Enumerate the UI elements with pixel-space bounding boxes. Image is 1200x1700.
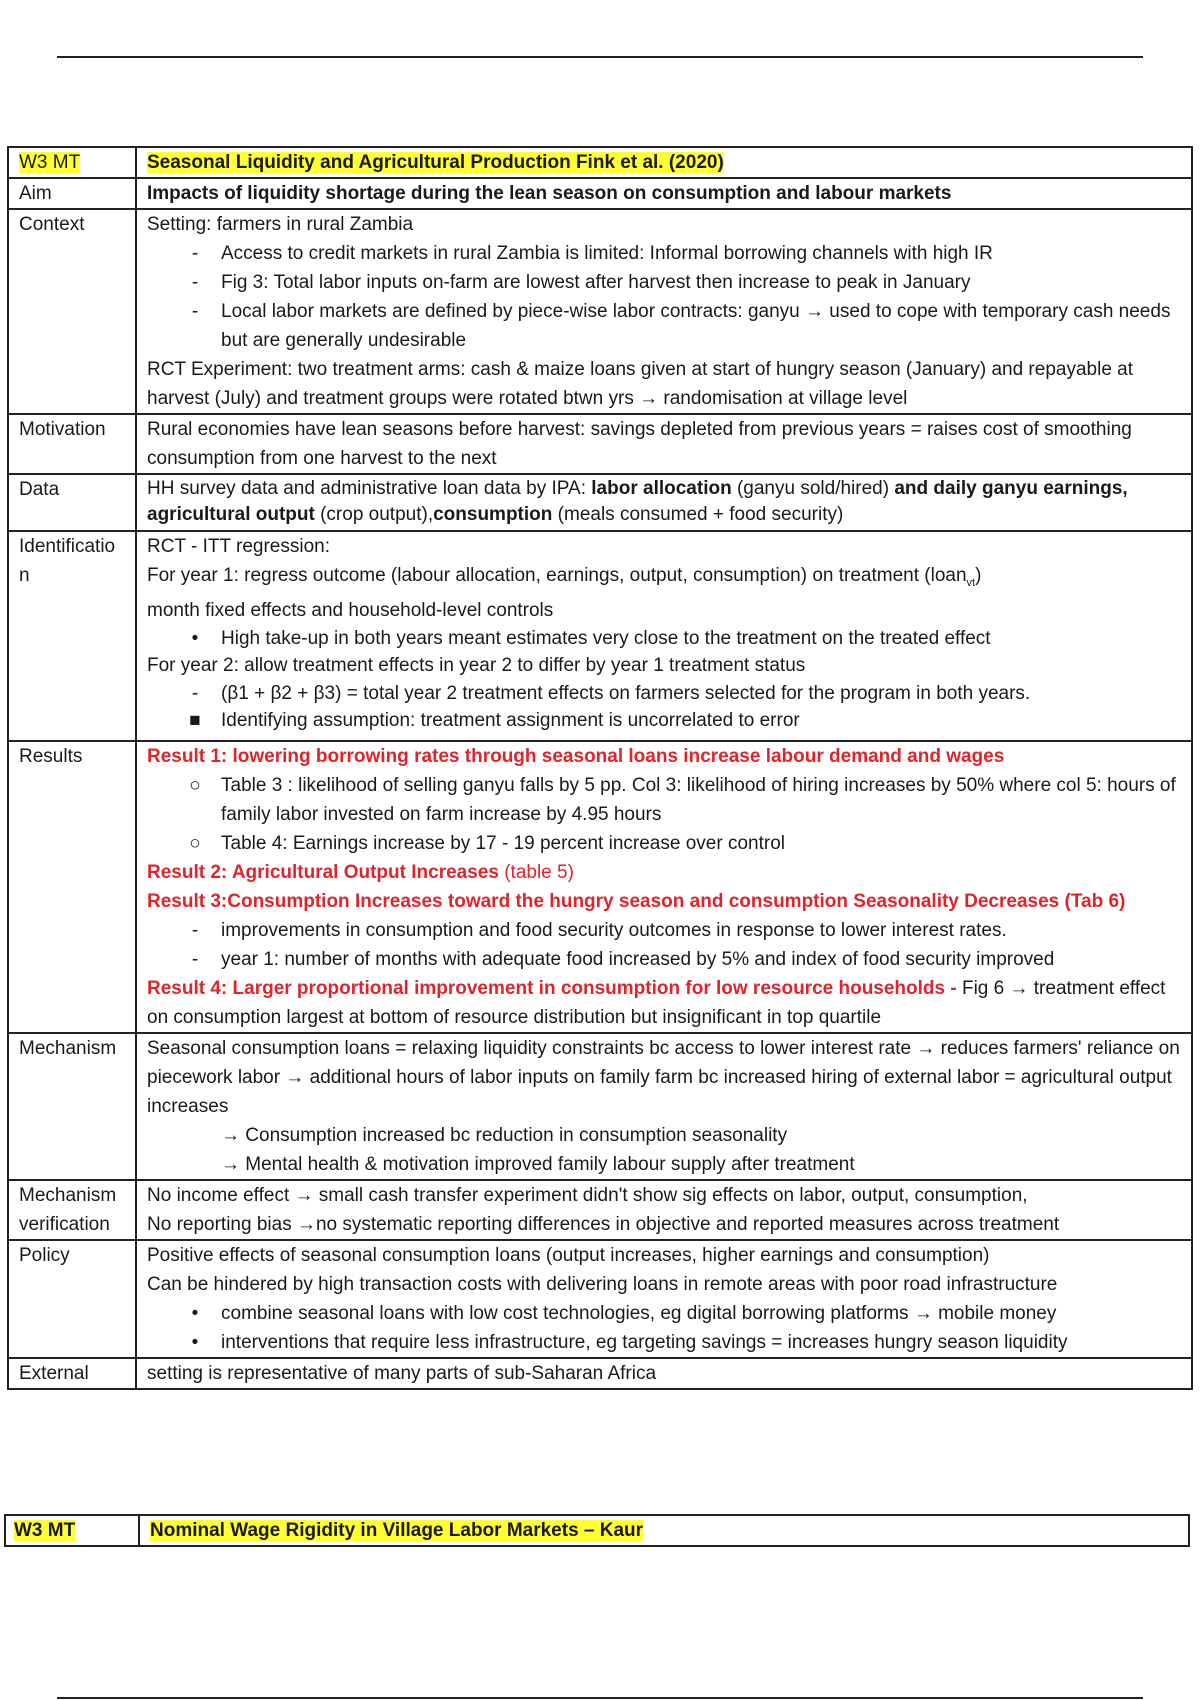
context-cell bbox=[136, 209, 1192, 414]
row-label-motivation: Motivation bbox=[8, 414, 136, 474]
row-identification bbox=[8, 531, 1192, 741]
paper-title-2: Nominal Wage Rigidity in Village Labor Markets – Kaur bbox=[150, 1520, 644, 1541]
context-rct: RCT Experiment: two treatment arms: cash & maize loans given at start of hungry season (January) and repayable at harvest (July) and treatment groups were rotated btwn yrs → randomisation at village level bbox=[147, 359, 1134, 409]
identification-bullet-2: - (β1 + β2 + β3) = total year 2 treatment effects on farmers selected for the program in both years. bbox=[191, 682, 1031, 704]
identification-bullet-3: ■ Identifying assumption: treatment assignment is uncorrelated to error bbox=[189, 709, 800, 731]
context-bullet-2: - Fig 3: Total labor inputs on-farm are lowest after harvest then increase to peak in January bbox=[191, 272, 971, 293]
row-mechanism-verification bbox=[8, 1180, 1192, 1240]
row-label-policy: Policy bbox=[8, 1240, 136, 1358]
row-mechanism bbox=[8, 1033, 1192, 1180]
row-label-aim: Aim bbox=[8, 178, 136, 209]
results-cell bbox=[136, 741, 1192, 1033]
mechanism-arrow-1: → Consumption increased bc reduction in consumption seasonality bbox=[221, 1124, 788, 1146]
row-label-external: External bbox=[8, 1358, 136, 1389]
row-label-week: W3 MT bbox=[8, 147, 136, 178]
verification-cell: No income effect → small cash transfer experiment didn't show sig effects on labor, output, consumption, No reporting bias →no systematic reporting differences in objective and reported measures across treatment bbox=[136, 1180, 1192, 1240]
header-rule bbox=[57, 56, 1143, 58]
row-results bbox=[8, 741, 1192, 1033]
row-data bbox=[8, 474, 1192, 531]
policy-cell: Positive effects of seasonal consumption loans (output increases, higher earnings and consumption) Can be hindered by high transaction costs with delivering loans in remote areas with poor road infrastructure • combine seasonal loans with low cost technologies, eg digital borrowing platforms → mobile money • interventions that require less infrastructure, eg targeting savings = increases hungry season liquidity bbox=[136, 1240, 1192, 1358]
result-4: Result 4: Larger proportional improvement in consumption for low resource households - Fig 6 → treatment effect on consumption largest at bottom of resource distribution but insignificant in top quartile bbox=[147, 977, 1166, 1028]
result-2: Result 2: Agricultural Output Increases (table 5) bbox=[147, 861, 574, 883]
paper-title-cell bbox=[136, 147, 1192, 178]
context-bullet-1: - Access to credit markets in rural Zambia is limited: Informal borrowing channels with high IR bbox=[191, 243, 993, 264]
context-bullet-3: - Local labor markets are defined by piece-wise labor contracts: ganyu → used to cope with temporary cash needs but are generally undesirable bbox=[191, 301, 1171, 351]
row-label-context: Context bbox=[8, 209, 136, 414]
row-context bbox=[8, 209, 1192, 414]
external-text: setting is representative of many parts of sub-Saharan Africa bbox=[136, 1358, 1192, 1389]
row-label-identification: Identification bbox=[8, 531, 136, 741]
row-title bbox=[8, 147, 1192, 178]
paper-title-cell-2 bbox=[139, 1515, 1189, 1546]
policy-bullet-2: • interventions that require less infrastructure, eg targeting savings = increases hungry season liquidity bbox=[191, 1331, 1068, 1353]
aim-text: Impacts of liquidity shortage during the lean season on consumption and labour markets bbox=[136, 178, 1192, 209]
row-label-data: Data bbox=[8, 474, 136, 531]
row-motivation bbox=[8, 414, 1192, 474]
row-label-results: Results bbox=[8, 741, 136, 1033]
paper-title: Seasonal Liquidity and Agricultural Production Fink et al. (2020) bbox=[147, 152, 724, 173]
row-label-verification: Mechanism verification bbox=[8, 1180, 136, 1240]
row-aim bbox=[8, 178, 1192, 209]
row-label-mechanism: Mechanism bbox=[8, 1033, 136, 1180]
result-3-point-a: - improvements in consumption and food security outcomes in response to lower interest rates. bbox=[191, 919, 1007, 941]
row-title-kaur bbox=[5, 1515, 1189, 1546]
context-setting: Setting: farmers in rural Zambia bbox=[147, 214, 414, 235]
mechanism-arrow-2: → Mental health & motivation improved family labour supply after treatment bbox=[221, 1153, 855, 1175]
data-cell: HH survey data and administrative loan data by IPA: labor allocation (ganyu sold/hired) and daily ganyu earnings, agricultural output (crop output),consumption (meals consumed + food security) bbox=[136, 474, 1192, 531]
motivation-text: Rural economies have lean seasons before harvest: savings depleted from previous years = raises cost of smoothing consumption from one harvest to the next bbox=[136, 414, 1192, 474]
row-label-week-2: W3 MT bbox=[5, 1515, 139, 1546]
policy-bullet-1: • combine seasonal loans with low cost technologies, eg digital borrowing platforms → mobile money bbox=[191, 1302, 1057, 1324]
row-policy bbox=[8, 1240, 1192, 1358]
result-1: Result 1: lowering borrowing rates through seasonal loans increase labour demand and wages bbox=[147, 745, 1005, 767]
mechanism-cell: Seasonal consumption loans = relaxing liquidity constraints bc access to lower interest rate → reduces farmers' reliance on piecework labor → additional hours of labor inputs on family farm bc increased hiring of external labor = agricultural output increases → Consumption increased bc reduction in consumption seasonality → Mental health & motivation improved family labour supply after treatment bbox=[136, 1033, 1192, 1180]
identification-cell: RCT - ITT regression: For year 1: regress outcome (labour allocation, earnings, output, consumption) on treatment (loan$_{vt}$) month fixed effects and household-level controls • High take-up in both years meant estimates very close to the treatment on the treated effect For year 2: allow treatment effects in year 2 to differ by year 1 treatment status - (β1 + β2 + β3) = total year 2 treatment effects on farmers selected for the program in both years. ■ Identifying assumption: treatment assignment is uncorrelated to error bbox=[136, 531, 1192, 741]
footer-rule bbox=[57, 1697, 1143, 1699]
row-external bbox=[8, 1358, 1192, 1389]
result-1-point-b: ○ Table 4: Earnings increase by 17 - 19 percent increase over control bbox=[189, 832, 785, 854]
result-3-point-b: - year 1: number of months with adequate food increased by 5% and index of food security improved bbox=[191, 948, 1055, 970]
result-3: Result 3:Consumption Increases toward the hungry season and consumption Seasonality Decreases (Tab 6) bbox=[147, 890, 1126, 912]
result-1-point-a: ○ Table 3 : likelihood of selling ganyu falls by 5 pp. Col 3: likelihood of hiring increases by 50% where col 5: hours of family labor invested on farm increase by 4.95 hours bbox=[189, 774, 1176, 825]
notes-table-kaur bbox=[4, 1514, 1190, 1547]
notes-table-fink bbox=[7, 146, 1193, 1390]
identification-bullet-1: • High take-up in both years meant estimates very close to the treatment on the treated effect bbox=[191, 627, 991, 649]
